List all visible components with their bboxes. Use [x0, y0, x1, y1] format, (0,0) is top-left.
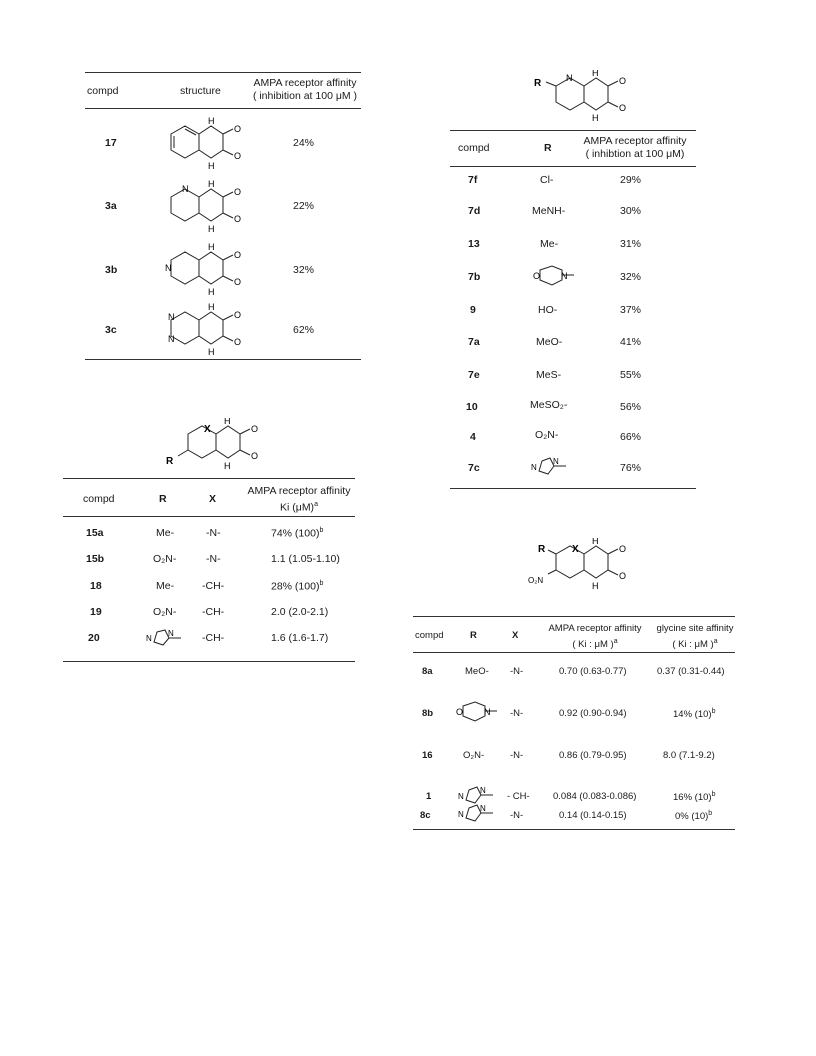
t1-header-compd: compd: [87, 85, 119, 97]
t2-core-o2: O: [251, 451, 259, 461]
t3-header-affinity-line1: AMPA receptor affinity: [583, 135, 687, 147]
t2-header-affinity: [243, 485, 355, 515]
table-1-bottom-rule: [85, 359, 361, 360]
t4-core-o2: O: [619, 571, 627, 581]
t3-row-7c-compd: 7c: [468, 462, 480, 474]
table-2-header-rule: [63, 516, 355, 517]
t1-s3c-o1: O: [234, 310, 242, 320]
t2-header-r: R: [159, 493, 167, 505]
t3-row-7a-compd: 7a: [468, 336, 480, 348]
t3-row-13-compd: 13: [468, 238, 480, 250]
table-2: [63, 478, 355, 663]
t1-row-17-value: 24%: [293, 137, 315, 149]
t2-core-x: X: [204, 424, 211, 435]
t3-row-13-value: 31%: [620, 238, 642, 250]
t3-row-7d-value: 30%: [620, 205, 642, 217]
t4-row-1-n2: N: [480, 786, 486, 795]
t1-row-3b-compd: 3b: [105, 264, 118, 276]
t2-header-affinity-line2: Ki (μM): [280, 501, 315, 514]
t1-row-17-compd: 17: [105, 137, 117, 149]
t4-core-o1: O: [619, 544, 627, 554]
t2-row-15b-r: O₂N-: [153, 553, 177, 565]
t4-row-1-compd: 1: [426, 791, 432, 802]
t4-row-16-r: O₂N-: [463, 750, 485, 761]
t1-s3b-h2: H: [208, 287, 215, 297]
t1-s3c-o2: O: [234, 337, 242, 347]
table-3-header-rule: [450, 166, 696, 167]
t1-row-3a-value: 22%: [293, 200, 315, 212]
t4-row-8c-n1: N: [458, 810, 464, 819]
t3-row-7b-value: 32%: [620, 271, 642, 283]
t4-row-8b-o: O: [456, 707, 464, 717]
t4-row-8a-x: -N-: [510, 666, 524, 677]
t2-row-18-value: [271, 580, 323, 593]
t3-core-o2: O: [619, 103, 627, 113]
t1-s17-o2: O: [234, 151, 242, 161]
table-3: [450, 130, 696, 490]
t4-core-h2: H: [592, 581, 599, 591]
t3-row-9-value: 37%: [620, 304, 642, 316]
t4-row-1-ampa: 0.084 (0.083-0.086): [553, 791, 637, 802]
t3-header-affinity-line2: ( inhibtion at 100 μM): [585, 148, 685, 160]
t2-row-20-n2: N: [168, 629, 174, 638]
t4-core-o2n: O₂N: [528, 576, 544, 585]
t2-row-15a-value-text: 74% (100): [271, 527, 320, 540]
t3-row-7a-r: MeO-: [536, 336, 563, 348]
t1-s3c-n1: N: [168, 312, 175, 322]
t1-s3b-n: N: [165, 263, 172, 273]
t4-header-glycine-line1: glycine site affinity: [656, 623, 734, 634]
t1-s3c-h1: H: [208, 302, 215, 312]
t1-s17-h-bot: H: [208, 161, 215, 171]
t3-row-7e-r: MeS-: [536, 369, 562, 381]
t1-s3b-h1: H: [208, 242, 215, 252]
t2-row-18-footnote: b: [319, 580, 324, 587]
t4-row-8b-x: -N-: [510, 708, 524, 719]
t2-row-19-r: O₂N-: [153, 606, 177, 618]
t2-row-19-value: 2.0 (2.0-2.1): [271, 606, 329, 618]
table-4: [413, 616, 735, 831]
t3-header-affinity: [574, 135, 696, 161]
t3-row-9-r: HO-: [538, 304, 558, 316]
t2-row-18-x: -CH-: [202, 580, 225, 592]
t3-row-7d-r: MeNH-: [532, 205, 566, 217]
t2-row-20-value: 1.6 (1.6-1.7): [271, 632, 329, 644]
t3-row-9-compd: 9: [470, 304, 476, 316]
t2-row-15a-r: Me-: [156, 527, 175, 539]
table-4-bottom-rule: [413, 829, 735, 830]
t4-row-1-glycine: [673, 791, 715, 803]
t3-core-structure: [528, 70, 638, 130]
t1-header-structure: structure: [180, 85, 221, 97]
t1-s3b-o1: O: [234, 250, 242, 260]
t2-row-15a-compd: 15a: [86, 527, 104, 539]
t4-core-x: X: [572, 544, 579, 555]
t4-row-8a-compd: 8a: [422, 666, 433, 677]
t3-row-7f-value: 29%: [620, 174, 642, 186]
table-4-header-rule: [413, 652, 735, 653]
t1-s3a-o2: O: [234, 214, 242, 224]
t3-row-7b-o: O: [533, 271, 541, 281]
t4-row-16-compd: 16: [422, 750, 433, 761]
t4-row-8b-morpholine-structure: [453, 700, 499, 724]
table-1: [85, 72, 361, 362]
t3-row-13-r: Me-: [540, 238, 559, 250]
t4-header-r: R: [470, 630, 477, 641]
t3-row-4-r: O₂N-: [535, 429, 559, 441]
t4-row-8b-compd: 8b: [422, 708, 434, 719]
t4-row-1-footnote: b: [711, 791, 716, 798]
t4-header-ampa: [541, 622, 649, 651]
t3-row-7c-n2: N: [553, 457, 559, 466]
t4-row-8c-glycine-text: 0% (10): [675, 811, 709, 823]
t3-header-compd: compd: [458, 142, 490, 154]
t3-row-7f-compd: 7f: [468, 174, 478, 186]
t3-core-r: R: [534, 78, 542, 89]
t1-s3c-h2: H: [208, 347, 215, 357]
t1-row-3c-value: 62%: [293, 324, 315, 336]
t3-core-o1: O: [619, 76, 627, 86]
t3-row-4-compd: 4: [470, 431, 476, 443]
t3-row-7a-value: 41%: [620, 336, 642, 348]
t2-row-20-n1: N: [146, 634, 152, 643]
t4-header-glycine-footnote: a: [713, 638, 718, 645]
t3-core-n: N: [566, 73, 573, 83]
t3-row-4-value: 66%: [620, 431, 642, 443]
t2-row-20-compd: 20: [88, 632, 100, 644]
t2-row-15b-x: -N-: [206, 553, 221, 565]
t4-core-r: R: [538, 544, 546, 555]
t2-row-15b-compd: 15b: [86, 553, 105, 565]
t3-row-7b-morpholine-structure: [530, 264, 578, 288]
t4-header-glycine-line2: ( Ki : μM ): [672, 639, 714, 651]
t1-structure-3b: [165, 242, 245, 298]
t4-row-16-ampa: 0.86 (0.79-0.95): [559, 750, 627, 761]
t4-row-8a-ampa: 0.70 (0.63-0.77): [559, 666, 627, 677]
t4-row-8c-n2: N: [480, 804, 486, 813]
t4-core-structure: [528, 538, 638, 602]
t3-row-7f-r: Cl-: [540, 174, 554, 186]
t4-row-1-glycine-text: 16% (10): [673, 792, 712, 804]
t3-core-h1: H: [592, 70, 599, 78]
t4-header-ampa-line2: ( Ki : μM ): [572, 639, 614, 651]
table-2-bottom-rule: [63, 661, 355, 662]
t4-row-8c-compd: 8c: [420, 810, 431, 821]
t4-header-x: X: [512, 630, 519, 641]
t2-header-affinity-line1: AMPA receptor affinity: [247, 485, 351, 497]
t3-row-7b-n: N: [561, 271, 568, 281]
t1-header-affinity-line1: AMPA receptor affinity: [253, 77, 357, 89]
t3-row-10-r: MeSO₂-: [530, 399, 568, 411]
t1-s3a-o1: O: [234, 187, 242, 197]
t1-s3a-h1: H: [208, 179, 215, 189]
t1-s3a-h2: H: [208, 224, 215, 234]
t2-row-18-r: Me-: [156, 580, 175, 592]
t4-row-8a-glycine: 0.37 (0.31-0.44): [657, 666, 725, 677]
table-1-top-rule: [85, 72, 361, 73]
t2-row-15a-value: [271, 527, 323, 540]
t4-row-8c-ampa: 0.14 (0.14-0.15): [559, 810, 627, 821]
t3-header-r: R: [544, 142, 552, 154]
t1-row-3b-value: 32%: [293, 264, 315, 276]
t2-row-20-imidazole-structure: [145, 628, 187, 648]
t2-header-compd: compd: [83, 493, 115, 505]
table-2-top-rule: [63, 478, 355, 479]
t4-row-8c-x: -N-: [510, 810, 524, 821]
t2-row-19-compd: 19: [90, 606, 102, 618]
t1-structure-3a: [165, 179, 245, 235]
t4-row-8c-glycine: [675, 810, 712, 822]
t4-row-16-glycine: 8.0 (7.1-9.2): [663, 750, 715, 761]
t2-core-h1: H: [224, 418, 231, 426]
t1-s3c-n2: N: [168, 334, 175, 344]
t1-header-affinity: [249, 77, 361, 103]
t2-core-r: R: [166, 456, 174, 467]
t3-row-7d-compd: 7d: [468, 205, 481, 217]
t1-s17-o1: O: [234, 124, 242, 134]
t2-row-18-value-text: 28% (100): [271, 580, 320, 593]
t3-row-7c-imidazole-structure: [530, 456, 572, 478]
t2-header-x: X: [209, 493, 217, 505]
t2-core-structure: [160, 418, 270, 478]
t3-row-10-compd: 10: [466, 401, 478, 413]
t4-row-1-x: - CH-: [507, 791, 530, 802]
t2-row-18-compd: 18: [90, 580, 102, 592]
t3-row-7e-value: 55%: [620, 369, 642, 381]
t1-row-3c-compd: 3c: [105, 324, 117, 336]
t2-row-20-x: -CH-: [202, 632, 225, 644]
t4-row-8b-n: N: [484, 707, 491, 717]
t4-row-8c-footnote: b: [708, 810, 713, 817]
t3-row-7c-value: 76%: [620, 462, 642, 474]
t1-s17-h-top: H: [208, 116, 215, 126]
t2-header-footnote-a: a: [314, 501, 318, 508]
t1-structure-17: [165, 116, 245, 172]
t1-s3a-n: N: [182, 184, 189, 194]
t4-core-h1: H: [592, 538, 599, 546]
t2-row-19-x: -CH-: [202, 606, 225, 618]
table-1-header-rule: [85, 108, 361, 109]
t4-row-8b-ampa: 0.92 (0.90-0.94): [559, 708, 627, 719]
t3-row-7e-compd: 7e: [468, 369, 480, 381]
t1-s3b-o2: O: [234, 277, 242, 287]
t1-row-3a-compd: 3a: [105, 200, 117, 212]
t3-row-10-value: 56%: [620, 401, 642, 413]
t4-row-8a-r: MeO-: [465, 666, 489, 677]
t2-row-15b-value: 1.1 (1.05-1.10): [271, 553, 340, 565]
t4-row-8c-imidazole-structure: [457, 803, 499, 825]
t2-row-15a-footnote: b: [319, 527, 324, 534]
t4-row-8b-glycine: [673, 708, 715, 720]
t3-row-7b-compd: 7b: [468, 271, 481, 283]
t4-header-ampa-line1: AMPA receptor affinity: [548, 623, 642, 634]
table-3-bottom-rule: [450, 488, 696, 489]
t4-header-compd: compd: [415, 630, 444, 641]
t1-structure-3c: [165, 302, 245, 358]
t2-core-o1: O: [251, 424, 259, 434]
t4-header-glycine: [653, 622, 737, 651]
t4-row-16-x: -N-: [510, 750, 524, 761]
t3-row-7c-n1: N: [531, 463, 537, 472]
t2-core-h2: H: [224, 461, 231, 471]
table-3-top-rule: [450, 130, 696, 131]
t4-row-8b-footnote: b: [711, 708, 716, 715]
t2-row-15a-x: -N-: [206, 527, 221, 539]
table-4-top-rule: [413, 616, 735, 617]
t4-row-8b-glycine-text: 14% (10): [673, 709, 712, 721]
t4-header-ampa-footnote: a: [613, 638, 618, 645]
t1-header-affinity-line2: ( inhibition at 100 μM ): [252, 90, 358, 102]
t4-row-1-n1: N: [458, 792, 464, 801]
t3-core-h2: H: [592, 113, 599, 123]
